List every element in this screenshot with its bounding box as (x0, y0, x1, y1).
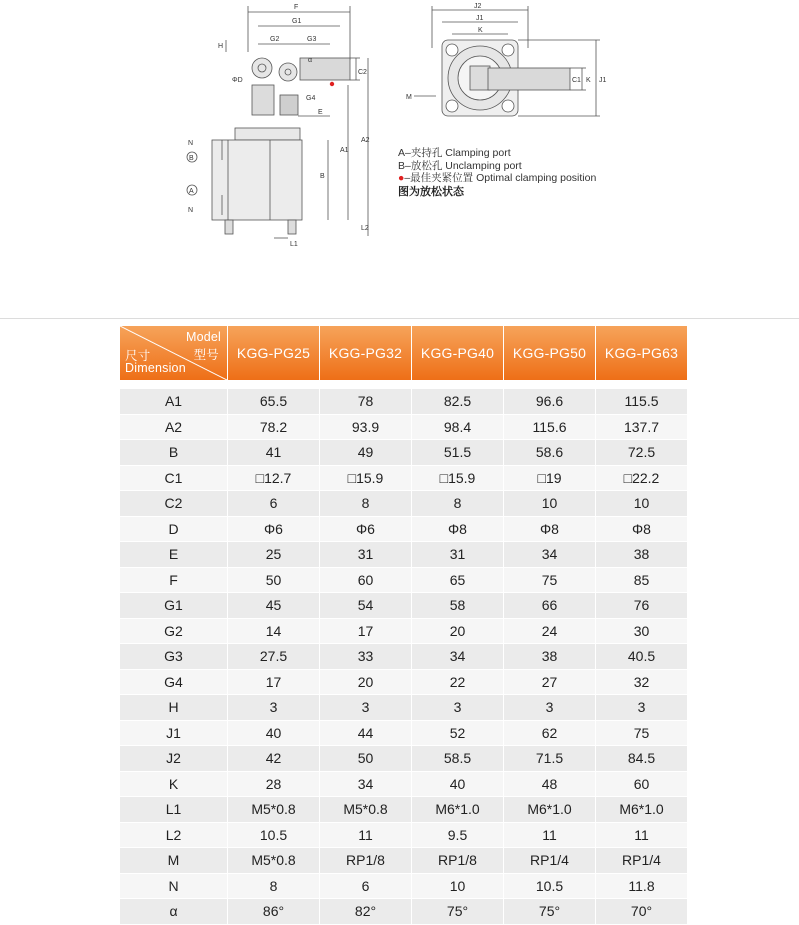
table-cell: 10.5 (228, 823, 320, 849)
table-cell: 62 (504, 721, 596, 747)
table-cell: 85 (596, 568, 688, 594)
dimension-spec-table (120, 326, 688, 925)
table-cell: 71.5 (504, 746, 596, 772)
table-cell: RP1/8 (320, 848, 412, 874)
table-row (120, 568, 688, 594)
table-cell: 115.5 (596, 380, 688, 415)
dim-label-J1: J1 (476, 15, 484, 22)
table-row (120, 466, 688, 492)
table-cell: 3 (228, 695, 320, 721)
table-cell: 11.8 (596, 874, 688, 900)
row-label: K (120, 772, 228, 798)
table-cell: 17 (320, 619, 412, 645)
table-cell: 31 (412, 542, 504, 568)
dim-label-C1: C1 (572, 77, 581, 84)
table-cell: 96.6 (504, 380, 596, 415)
dim-label-A1: A1 (340, 147, 349, 154)
table-row (120, 644, 688, 670)
row-label: H (120, 695, 228, 721)
table-cell: □12.7 (228, 466, 320, 492)
table-cell: 82° (320, 899, 412, 925)
table-cell: 58.5 (412, 746, 504, 772)
legend-optimal-position (398, 172, 596, 185)
table-body (120, 380, 688, 925)
dim-label-A2: A2 (361, 137, 370, 144)
table-cell: 30 (596, 619, 688, 645)
table-row (120, 848, 688, 874)
table-cell: 65.5 (228, 380, 320, 415)
dim-label-H: H (218, 43, 224, 50)
row-label: A2 (120, 415, 228, 441)
table-cell: 52 (412, 721, 504, 747)
table-cell: 17 (228, 670, 320, 696)
row-label: G2 (120, 619, 228, 645)
table-cell: 50 (320, 746, 412, 772)
table-cell: □22.2 (596, 466, 688, 492)
table-cell: 3 (504, 695, 596, 721)
table-row (120, 721, 688, 747)
table-cell: 82.5 (412, 380, 504, 415)
port-label-A: A (189, 188, 194, 195)
table-cell: 3 (596, 695, 688, 721)
technical-drawing-area (0, 0, 799, 318)
table-row (120, 874, 688, 900)
table-row (120, 746, 688, 772)
header-model-cn: 型号 (193, 348, 219, 362)
table-cell: 41 (228, 440, 320, 466)
section-divider (0, 318, 799, 319)
table-cell: 8 (228, 874, 320, 900)
table-cell: 72.5 (596, 440, 688, 466)
row-label: L2 (120, 823, 228, 849)
legend-optimal-text: –最佳夹紧位置 Optimal clamping position (404, 172, 597, 184)
table-cell: 22 (412, 670, 504, 696)
table-cell: 38 (504, 644, 596, 670)
table-cell: 27.5 (228, 644, 320, 670)
dim-label-C2: C2 (358, 69, 367, 76)
table-cell: 115.6 (504, 415, 596, 441)
legend-state-note: 图为放松状态 (398, 185, 464, 198)
table-row (120, 415, 688, 441)
dim-label-M: M (406, 94, 412, 101)
table-cell: M5*0.8 (228, 797, 320, 823)
header-dimension-en: Dimension (125, 361, 186, 375)
table-cell: 49 (320, 440, 412, 466)
table-cell: 8 (412, 491, 504, 517)
row-label: E (120, 542, 228, 568)
row-label: G1 (120, 593, 228, 619)
table-cell: 11 (320, 823, 412, 849)
table-row (120, 440, 688, 466)
row-label: J1 (120, 721, 228, 747)
dim-label-L1: L1 (290, 241, 298, 248)
table-cell: Φ8 (412, 517, 504, 543)
table-cell: 20 (412, 619, 504, 645)
table-cell: 8 (320, 491, 412, 517)
table-cell: 75° (412, 899, 504, 925)
table-cell: 65 (412, 568, 504, 594)
dim-label-G3: G3 (307, 36, 317, 43)
header-model-en: Model (185, 330, 221, 344)
table-cell: M6*1.0 (504, 797, 596, 823)
port-label-B: B (189, 155, 194, 162)
dim-label-B: B (320, 173, 325, 180)
table-cell: 6 (320, 874, 412, 900)
header-model-pg40: KGG-PG40 (412, 326, 504, 380)
table-row (120, 670, 688, 696)
table-header-row (120, 326, 688, 380)
table-cell: 9.5 (412, 823, 504, 849)
dim-label-G1: G1 (292, 18, 302, 25)
dim-label-alpha: α (308, 57, 313, 64)
table-cell: 11 (596, 823, 688, 849)
table-cell: 38 (596, 542, 688, 568)
table-cell: 10 (504, 491, 596, 517)
table-row (120, 491, 688, 517)
table-cell: 98.4 (412, 415, 504, 441)
table-cell: 40 (412, 772, 504, 798)
table-cell: 32 (596, 670, 688, 696)
header-model-pg63: KGG-PG63 (596, 326, 688, 380)
dim-label-K-side: K (586, 77, 591, 84)
row-label: M (120, 848, 228, 874)
header-model-pg25: KGG-PG25 (228, 326, 320, 380)
table-cell: 75 (504, 568, 596, 594)
row-label: D (120, 517, 228, 543)
row-label: A1 (120, 380, 228, 415)
table-cell: 20 (320, 670, 412, 696)
row-label: B (120, 440, 228, 466)
table-cell: M6*1.0 (412, 797, 504, 823)
table-cell: 48 (504, 772, 596, 798)
table-cell: □19 (504, 466, 596, 492)
table-cell: 66 (504, 593, 596, 619)
table-cell: M6*1.0 (596, 797, 688, 823)
table-cell: 33 (320, 644, 412, 670)
table-cell: M5*0.8 (320, 797, 412, 823)
table-cell: RP1/8 (412, 848, 504, 874)
row-label: C1 (120, 466, 228, 492)
row-label: N (120, 874, 228, 900)
table-cell: 137.7 (596, 415, 688, 441)
table-cell: 34 (412, 644, 504, 670)
dim-label-G2: G2 (270, 36, 280, 43)
row-label: L1 (120, 797, 228, 823)
table-cell: 10.5 (504, 874, 596, 900)
table-cell: 3 (320, 695, 412, 721)
table-cell: 84.5 (596, 746, 688, 772)
port-legend (398, 147, 596, 198)
table-cell: 54 (320, 593, 412, 619)
table-cell: 58 (412, 593, 504, 619)
header-model-pg32: KGG-PG32 (320, 326, 412, 380)
table-cell: 3 (412, 695, 504, 721)
dim-label-J2: J2 (474, 3, 482, 10)
row-label: J2 (120, 746, 228, 772)
table-cell: 10 (596, 491, 688, 517)
table-cell: RP1/4 (596, 848, 688, 874)
table-cell: 6 (228, 491, 320, 517)
table-cell: Φ6 (320, 517, 412, 543)
table-cell: 10 (412, 874, 504, 900)
table-cell: 78.2 (228, 415, 320, 441)
table-cell: 70° (596, 899, 688, 925)
row-label: C2 (120, 491, 228, 517)
dim-label-L2: L2 (361, 225, 369, 232)
table-cell: 45 (228, 593, 320, 619)
dim-label-N-top: N (188, 140, 194, 147)
table-cell: 76 (596, 593, 688, 619)
table-corner-header (120, 326, 228, 380)
row-label: α (120, 899, 228, 925)
table-cell: M5*0.8 (228, 848, 320, 874)
table-row (120, 619, 688, 645)
table-row (120, 380, 688, 415)
table-cell: 42 (228, 746, 320, 772)
table-cell: 28 (228, 772, 320, 798)
table-cell: 34 (320, 772, 412, 798)
table-cell: 86° (228, 899, 320, 925)
table-cell: 50 (228, 568, 320, 594)
table-cell: 93.9 (320, 415, 412, 441)
table-cell: 34 (504, 542, 596, 568)
table-cell: 75° (504, 899, 596, 925)
table-cell: 27 (504, 670, 596, 696)
table-cell: 11 (504, 823, 596, 849)
table-cell: 25 (228, 542, 320, 568)
table-cell: Φ6 (228, 517, 320, 543)
dim-label-K: K (478, 27, 483, 34)
table-cell: 60 (320, 568, 412, 594)
table-cell: Φ8 (504, 517, 596, 543)
table-cell: 44 (320, 721, 412, 747)
table-row (120, 899, 688, 925)
row-label: G3 (120, 644, 228, 670)
dim-label-N-bottom: N (188, 207, 194, 214)
dim-label-J1-side: J1 (599, 77, 607, 84)
table-cell: RP1/4 (504, 848, 596, 874)
table-row (120, 823, 688, 849)
header-model-pg50: KGG-PG50 (504, 326, 596, 380)
row-label: F (120, 568, 228, 594)
dim-label-D: ΦD (232, 77, 243, 84)
table-cell: 58.6 (504, 440, 596, 466)
table-cell: □15.9 (412, 466, 504, 492)
table-cell: 40 (228, 721, 320, 747)
top-view-drawing (400, 0, 610, 130)
table-cell: 51.5 (412, 440, 504, 466)
table-cell: 31 (320, 542, 412, 568)
table-cell: 24 (504, 619, 596, 645)
table-cell: 40.5 (596, 644, 688, 670)
table-row (120, 695, 688, 721)
legend-unclamping-port: B–放松孔 Unclamping port (398, 159, 522, 172)
table-row (120, 797, 688, 823)
table-cell: □15.9 (320, 466, 412, 492)
dim-label-E: E (318, 109, 323, 116)
table-row (120, 772, 688, 798)
dim-label-G4: G4 (306, 95, 316, 102)
row-label: G4 (120, 670, 228, 696)
table-row (120, 517, 688, 543)
table-cell: 14 (228, 619, 320, 645)
table-cell: 78 (320, 380, 412, 415)
table-row (120, 593, 688, 619)
legend-clamping-port: A–夹持孔 Clamping port (398, 147, 511, 159)
dim-label-F: F (294, 4, 299, 11)
optimal-position-marker: ● (398, 172, 405, 184)
table-cell: Φ8 (596, 517, 688, 543)
header-dimension-cn: 尺寸 (125, 349, 151, 363)
table-cell: 75 (596, 721, 688, 747)
table-row (120, 542, 688, 568)
table-cell: 60 (596, 772, 688, 798)
